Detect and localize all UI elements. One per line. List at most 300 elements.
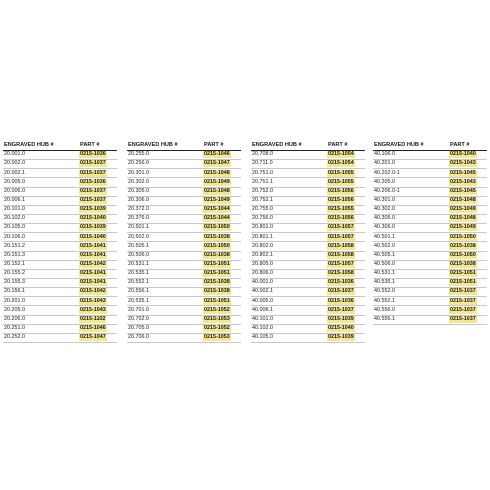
table-row	[251, 151, 365, 160]
engraved-hub-cell: 20.002.0	[3, 160, 79, 169]
engraved-hub-cell: 20.156.1	[3, 288, 79, 297]
engraved-hub-cell: 40.302.0	[373, 205, 449, 214]
part-number-highlight: 0215-1041	[80, 251, 106, 258]
part-number-highlight: 0215-1043	[450, 160, 476, 167]
part-number-highlight: 0215-1057	[328, 224, 354, 231]
part-number-cell	[449, 224, 487, 233]
table-row	[127, 278, 241, 287]
table-row	[127, 233, 241, 242]
table-row	[127, 324, 241, 333]
engraved-hub-cell: 20.306.0	[127, 196, 203, 205]
engraved-hub-cell: 40.535.1	[373, 278, 449, 287]
table-row	[127, 160, 241, 169]
part-number-cell	[203, 251, 241, 260]
part-number-highlight: 0215-1038	[204, 233, 230, 240]
part-number-highlight: 0215-1050	[204, 242, 230, 249]
part-number-highlight: 0215-1044	[204, 215, 230, 222]
part-number-highlight: 0215-1037	[450, 315, 476, 322]
table-row	[3, 187, 117, 196]
table-row	[3, 306, 117, 315]
engraved-hub-cell: 40.002.1	[251, 288, 327, 297]
part-number-highlight: 0215-1058	[328, 270, 354, 277]
part-number-cell	[79, 187, 117, 196]
table-row	[3, 242, 117, 251]
hub-table-4	[373, 140, 487, 325]
table-row	[127, 242, 241, 251]
part-number-cell	[327, 297, 365, 306]
part-number-highlight: 0215-1046	[80, 324, 106, 331]
part-number-cell	[449, 315, 487, 324]
table-row	[3, 333, 117, 342]
table-row	[127, 288, 241, 297]
part-number-highlight: 0215-1039	[328, 334, 354, 341]
engraved-hub-cell: 20.006.0	[3, 187, 79, 196]
part-number-cell	[449, 278, 487, 287]
part-number-highlight: 0215-1048	[450, 215, 476, 222]
engraved-hub-cell: 40.201.0	[373, 160, 449, 169]
table-row	[373, 278, 487, 287]
table-row	[373, 306, 487, 315]
table-row	[127, 333, 241, 342]
table-row	[3, 315, 117, 324]
table-row	[3, 196, 117, 205]
part-number-highlight: 0215-1037	[80, 169, 106, 176]
part-number-highlight: 0215-1036	[80, 151, 106, 158]
table-row	[3, 278, 117, 287]
engraved-hub-cell: 20.206.0	[3, 315, 79, 324]
part-number-cell	[203, 297, 241, 306]
part-number-cell	[449, 233, 487, 242]
hub-table-3	[251, 140, 365, 343]
table-row	[251, 205, 365, 214]
part-number-highlight: 0215-1053	[204, 315, 230, 322]
part-number-highlight: 0215-1037	[80, 160, 106, 167]
part-number-highlight: 0215-1048	[204, 169, 230, 176]
engraved-hub-cell: 20.535.1	[127, 269, 203, 278]
table-row	[373, 242, 487, 251]
part-number-highlight: 0215-1040	[80, 215, 106, 222]
table-row	[127, 196, 241, 205]
part-number-cell	[79, 260, 117, 269]
table-row	[127, 205, 241, 214]
table-row	[373, 160, 487, 169]
part-number-highlight: 0215-1037	[450, 297, 476, 304]
table-row	[251, 160, 365, 169]
part-number-cell	[449, 260, 487, 269]
part-number-cell	[203, 324, 241, 333]
part-number-cell	[449, 205, 487, 214]
part-number-cell	[203, 278, 241, 287]
table-row	[3, 151, 117, 160]
part-number-cell	[79, 151, 117, 160]
part-number-cell	[327, 178, 365, 187]
engraved-hub-cell: 40.501.1	[373, 233, 449, 242]
engraved-hub-cell: 20.705.0	[127, 324, 203, 333]
part-number-cell	[327, 224, 365, 233]
engraved-hub-cell: 20.802.1	[251, 251, 327, 260]
engraved-hub-cell: 40.305.0	[373, 214, 449, 223]
part-number-cell	[327, 187, 365, 196]
table-row	[3, 214, 117, 223]
part-number-cell	[79, 315, 117, 324]
part-number-cell	[203, 205, 241, 214]
engraved-hub-cell: 20.106.0	[3, 233, 79, 242]
engraved-hub-cell: 40.005.0	[251, 297, 327, 306]
table-row	[3, 169, 117, 178]
part-number-highlight: 0215-1056	[328, 187, 354, 194]
table-row	[127, 169, 241, 178]
part-number-highlight: 0215-1045	[450, 169, 476, 176]
part-number-highlight: 0215-1049	[450, 224, 476, 231]
part-number-cell	[327, 269, 365, 278]
table-row	[3, 251, 117, 260]
table-row	[3, 205, 117, 214]
table-row	[373, 169, 487, 178]
table-row	[251, 324, 365, 333]
engraved-hub-cell: 40.101.0	[251, 315, 327, 324]
part-number-cell	[327, 242, 365, 251]
part-number-cell	[203, 151, 241, 160]
part-number-highlight: 0215-1045	[450, 187, 476, 194]
part-number-cell	[327, 288, 365, 297]
engraved-hub-cell: 40.301.0	[373, 196, 449, 205]
engraved-hub-cell: 20.556.1	[127, 288, 203, 297]
part-number-header: PART #	[449, 140, 487, 151]
engraved-hub-cell: 40.006.1	[251, 306, 327, 315]
part-number-highlight: 0215-1047	[80, 334, 106, 341]
part-number-cell	[327, 205, 365, 214]
table-row	[251, 269, 365, 278]
engraved-hub-cell: 20.752.0	[251, 187, 327, 196]
part-number-highlight: 0215-1049	[450, 206, 476, 213]
part-number-highlight: 0215-1039	[328, 315, 354, 322]
table-row	[373, 269, 487, 278]
table-row	[251, 224, 365, 233]
table-row	[3, 269, 117, 278]
engraved-hub-cell: 20.501.1	[127, 224, 203, 233]
engraved-hub-cell: 20.711.0	[251, 160, 327, 169]
part-number-highlight: 0215-1037	[450, 306, 476, 313]
engraved-hub-header: ENGRAVED HUB #	[3, 140, 79, 151]
part-number-cell	[327, 169, 365, 178]
part-number-highlight: 0215-1041	[80, 279, 106, 286]
engraved-hub-cell: 20.506.0	[127, 251, 203, 260]
part-number-highlight: 0215-1039	[80, 224, 106, 231]
engraved-hub-cell: 20.102.0	[3, 214, 79, 223]
part-number-cell	[203, 187, 241, 196]
part-number-header: PART #	[79, 140, 117, 151]
part-number-highlight: 0215-1057	[328, 261, 354, 267]
part-number-highlight: 0215-1055	[328, 169, 354, 176]
table-row	[251, 288, 365, 297]
part-number-highlight: 0215-1038	[450, 242, 476, 249]
part-number-highlight: 0215-1038	[204, 288, 230, 295]
engraved-hub-cell: 20.005.0	[3, 178, 79, 187]
engraved-hub-cell: 20.505.1	[127, 242, 203, 251]
hub-table-2	[127, 140, 241, 343]
part-number-cell	[79, 297, 117, 306]
engraved-hub-cell: 40.556.1	[373, 315, 449, 324]
table-row	[373, 315, 487, 324]
part-number-cell	[203, 242, 241, 251]
part-number-cell	[203, 315, 241, 324]
part-number-cell	[203, 169, 241, 178]
table-row	[251, 260, 365, 269]
engraved-hub-cell: 20.502.0	[127, 233, 203, 242]
table-row	[373, 187, 487, 196]
table-row	[373, 297, 487, 306]
engraved-hub-cell: 20.251.0	[3, 324, 79, 333]
part-number-cell	[79, 324, 117, 333]
part-number-cell	[327, 151, 365, 160]
part-number-cell	[327, 196, 365, 205]
part-number-cell	[327, 260, 365, 269]
part-number-highlight: 0215-1038	[204, 251, 230, 258]
engraved-hub-cell: 40.306.0	[373, 224, 449, 233]
engraved-hub-cell: 40.205.0	[373, 178, 449, 187]
engraved-hub-cell: 20.806.0	[251, 269, 327, 278]
part-number-cell	[203, 178, 241, 187]
table-row	[127, 187, 241, 196]
engraved-hub-cell: 40.552.0	[373, 288, 449, 297]
part-number-highlight: 0215-1040	[80, 233, 106, 240]
engraved-hub-cell: 20.805.0	[251, 260, 327, 269]
part-number-highlight: 0215-1052	[204, 324, 230, 331]
part-number-cell	[203, 288, 241, 297]
table-header-row	[3, 140, 117, 151]
part-number-highlight: 0215-1054	[328, 160, 354, 167]
part-number-cell	[203, 269, 241, 278]
table-row	[373, 288, 487, 297]
part-number-highlight: 0215-1055	[328, 206, 354, 213]
part-number-cell	[449, 178, 487, 187]
engraved-hub-cell: 20.535.1	[127, 297, 203, 306]
engraved-hub-header: ENGRAVED HUB #	[127, 140, 203, 151]
table-row	[3, 288, 117, 297]
part-number-cell	[327, 306, 365, 315]
engraved-hub-cell: 40.531.1	[373, 269, 449, 278]
table-row	[3, 233, 117, 242]
engraved-hub-cell: 20.756.0	[251, 214, 327, 223]
part-number-cell	[449, 196, 487, 205]
part-number-cell	[449, 214, 487, 223]
part-number-cell	[203, 260, 241, 269]
part-number-highlight: 0215-1041	[80, 270, 106, 277]
table-row	[373, 196, 487, 205]
part-number-cell	[203, 160, 241, 169]
engraved-hub-cell: 20.201.0	[3, 297, 79, 306]
table-row	[373, 224, 487, 233]
table-row	[373, 251, 487, 260]
table-row	[373, 151, 487, 160]
table-row	[127, 315, 241, 324]
engraved-hub-cell: 20.255.0	[127, 151, 203, 160]
part-number-header: PART #	[203, 140, 241, 151]
part-number-highlight: 0215-1054	[328, 151, 354, 158]
part-number-highlight: 0215-1043	[80, 306, 106, 313]
table-row	[251, 169, 365, 178]
table-row	[251, 214, 365, 223]
part-number-highlight: 0215-1037	[80, 187, 106, 194]
part-number-highlight: 0215-1040	[450, 151, 476, 158]
table-row	[373, 260, 487, 269]
engraved-hub-cell: 40.552.1	[373, 297, 449, 306]
engraved-hub-cell: 20.006.1	[3, 196, 79, 205]
table-row	[3, 224, 117, 233]
engraved-hub-cell: 20.302.0	[127, 178, 203, 187]
part-number-highlight: 0215-1044	[204, 206, 230, 213]
engraved-hub-cell: 20.755.0	[251, 205, 327, 214]
part-number-cell	[449, 288, 487, 297]
part-number-cell	[327, 278, 365, 287]
engraved-hub-cell: 20.701.0	[127, 306, 203, 315]
table-row	[373, 178, 487, 187]
part-number-cell	[79, 278, 117, 287]
part-number-cell	[203, 333, 241, 342]
table-row	[251, 233, 365, 242]
part-number-cell	[79, 306, 117, 315]
table-row	[251, 251, 365, 260]
part-number-cell	[79, 333, 117, 342]
table-row	[127, 214, 241, 223]
part-number-highlight: 0215-1050	[450, 233, 476, 240]
part-number-highlight: 0215-1051	[450, 270, 476, 277]
engraved-hub-cell: 20.702.0	[127, 315, 203, 324]
table-row	[127, 297, 241, 306]
part-number-highlight: 0215-1038	[204, 279, 230, 286]
part-number-cell	[79, 205, 117, 214]
table-row	[3, 324, 117, 333]
part-number-highlight: 0215-1038	[450, 261, 476, 267]
table-row	[127, 151, 241, 160]
engraved-hub-cell: 20.801.1	[251, 233, 327, 242]
part-number-highlight: 0215-1037	[328, 288, 354, 295]
table-row	[127, 178, 241, 187]
table-row	[251, 242, 365, 251]
engraved-hub-cell: 20.105.0	[3, 224, 79, 233]
table-row	[3, 297, 117, 306]
engraved-hub-cell: 20.205.0	[3, 306, 79, 315]
table-row	[127, 306, 241, 315]
engraved-hub-header: ENGRAVED HUB #	[251, 140, 327, 151]
engraved-hub-cell: 20.552.1	[127, 278, 203, 287]
part-number-highlight: 0215-1051	[204, 297, 230, 304]
engraved-hub-cell: 40.505.1	[373, 251, 449, 260]
part-number-cell	[449, 151, 487, 160]
hub-table-1	[3, 140, 117, 343]
part-number-highlight: 0215-1048	[204, 187, 230, 194]
engraved-hub-cell: 40.506.0	[373, 260, 449, 269]
table-header-row	[127, 140, 241, 151]
part-number-cell	[79, 214, 117, 223]
part-number-highlight: 0215-1043	[450, 178, 476, 185]
part-number-highlight: 0215-1041	[80, 242, 106, 249]
table-row	[251, 178, 365, 187]
table-row	[251, 333, 365, 342]
part-number-cell	[79, 178, 117, 187]
table-row	[373, 205, 487, 214]
part-number-highlight: 0215-1056	[328, 197, 354, 204]
part-number-cell	[327, 233, 365, 242]
part-number-cell	[327, 333, 365, 342]
engraved-hub-header: ENGRAVED HUB #	[373, 140, 449, 151]
engraved-hub-cell: 40.001.0	[251, 278, 327, 287]
part-number-highlight: 0215-1056	[328, 215, 354, 222]
engraved-hub-cell: 20.152.1	[3, 260, 79, 269]
part-number-cell	[79, 242, 117, 251]
engraved-hub-cell: 20.706.0	[127, 333, 203, 342]
part-number-highlight: 0215-1042	[80, 261, 106, 267]
part-number-highlight: 0215-1036	[328, 297, 354, 304]
engraved-hub-cell: 20.252.0	[3, 333, 79, 342]
part-number-cell	[203, 214, 241, 223]
table-row	[127, 251, 241, 260]
part-number-cell	[449, 251, 487, 260]
engraved-hub-cell: 20.305.0	[127, 187, 203, 196]
table-row	[373, 233, 487, 242]
engraved-hub-cell: 40.105.0	[251, 333, 327, 342]
table-row	[251, 297, 365, 306]
engraved-hub-cell: 20.751.0	[251, 169, 327, 178]
engraved-hub-cell: 40.106.0	[373, 151, 449, 160]
engraved-hub-cell: 40.206.0-1	[373, 187, 449, 196]
part-number-highlight: 0215-1043	[80, 297, 106, 304]
part-number-highlight: 0215-1036	[328, 279, 354, 286]
part-number-highlight: 0215-1055	[328, 178, 354, 185]
part-number-cell	[327, 214, 365, 223]
table-row	[251, 278, 365, 287]
part-number-cell	[449, 187, 487, 196]
table-header-row	[373, 140, 487, 151]
part-number-cell	[203, 224, 241, 233]
part-number-cell	[327, 160, 365, 169]
part-number-highlight: 0215-1051	[204, 261, 230, 267]
part-number-cell	[449, 269, 487, 278]
table-row	[127, 269, 241, 278]
part-number-cell	[327, 315, 365, 324]
engraved-hub-cell: 40.102.0	[251, 324, 327, 333]
engraved-hub-cell: 20.801.0	[251, 224, 327, 233]
table-row	[251, 187, 365, 196]
part-number-cell	[79, 224, 117, 233]
engraved-hub-cell: 20.751.1	[251, 178, 327, 187]
part-number-highlight: 0215-1048	[450, 197, 476, 204]
part-number-highlight: 0215-1046	[204, 151, 230, 158]
part-number-highlight: 0215-1058	[328, 251, 354, 258]
engraved-hub-cell: 20.002.1	[3, 169, 79, 178]
part-number-highlight: 0215-1037	[450, 288, 476, 295]
engraved-hub-cell: 20.151.3	[3, 251, 79, 260]
part-number-cell	[203, 306, 241, 315]
part-number-cell	[203, 233, 241, 242]
part-number-highlight: 0215-1051	[450, 279, 476, 286]
engraved-hub-cell: 20.802.0	[251, 242, 327, 251]
part-number-highlight: 0215-1049	[204, 178, 230, 185]
part-number-cell	[449, 160, 487, 169]
engraved-hub-cell: 40.502.0	[373, 242, 449, 251]
part-number-cell	[449, 242, 487, 251]
engraved-hub-cell: 20.376.0	[127, 214, 203, 223]
part-number-cell	[449, 306, 487, 315]
table-row	[127, 260, 241, 269]
engraved-hub-cell: 40.202.0-1	[373, 169, 449, 178]
engraved-hub-cell: 20.155.3	[3, 278, 79, 287]
part-number-highlight: 0215-1058	[328, 242, 354, 249]
table-row	[3, 178, 117, 187]
engraved-hub-cell: 20.752.1	[251, 196, 327, 205]
table-row	[3, 260, 117, 269]
part-number-cell	[327, 251, 365, 260]
